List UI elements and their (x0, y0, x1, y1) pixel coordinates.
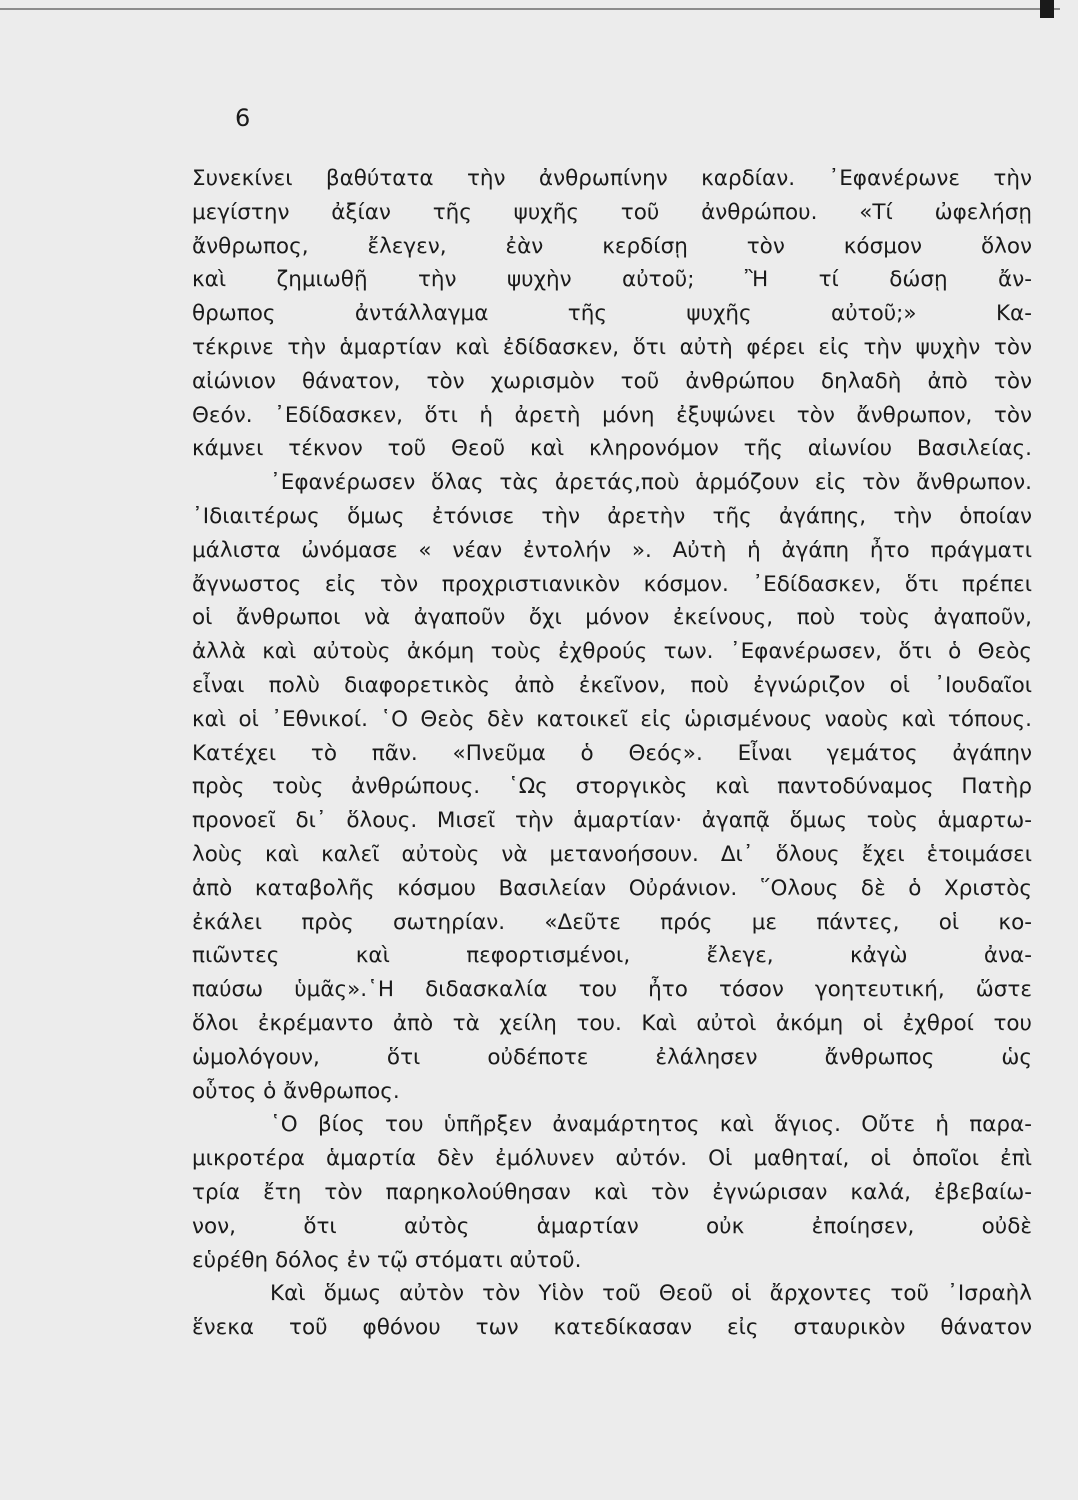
body-text (192, 162, 1032, 1345)
text-line: ἕνεκα τοῦ φθόνου των κατεδίκασαν εἰς σταυρικὸν θάνατον (192, 1315, 1032, 1341)
text-line: οἱ ἄνθρωποι νὰ ἀγαποῦν ὄχι μόνον ἐκείνους, ποὺ τοὺς ἀγαποῦν, (192, 605, 1032, 631)
text-line: πιῶντες καὶ πεφορτισμένοι, ἔλεγε, κἀγὼ ἀνα- (192, 943, 1032, 969)
text-line: πρὸς τοὺς ἀνθρώπους. ῾Ως στοργικὸς καὶ παντοδύναμος Πατὴρ (192, 774, 1032, 800)
text-line: ὅλοι ἐκρέμαντο ἀπὸ τὰ χείλη του. Καὶ αὐτοὶ ἀκόμη οἱ ἐχθροί του (192, 1010, 1032, 1036)
text-line: τέκρινε τὴν ἁμαρτίαν καὶ ἐδίδασκεν, ὅτι αὐτὴ φέρει εἰς τὴν ψυχὴν τὸν (192, 334, 1032, 360)
text-line: εὑρέθη δόλος ἐν τῷ στόματι αὐτοῦ. (192, 1247, 582, 1273)
text-line: καὶ οἱ ᾽Εθνικοί. ῾Ο Θεὸς δὲν κατοικεῖ εἰς ὡρισμένους ναοὺς καὶ τόπους. (192, 706, 1032, 732)
text-line: θρωπος ἀντάλλαγμα τῆς ψυχῆς αὐτοῦ;» Κα- (192, 301, 1032, 327)
text-line: τρία ἔτη τὸν παρηκολούθησαν καὶ τὸν ἐγνώρισαν καλά, ἐβεβαίω- (192, 1179, 1032, 1205)
text-line: ἀπὸ καταβολῆς κόσμου Βασιλείαν Οὐράνιον. ῞Ολους δὲ ὁ Χριστὸς (192, 875, 1032, 901)
text-line: νον, ὅτι αὐτὸς ἁμαρτίαν οὐκ ἐποίησεν, οὐδὲ (192, 1213, 1032, 1239)
text-line: ὡμολόγουν, ὅτι οὐδέποτε ἐλάλησεν ἄνθρωπος ὡς (192, 1044, 1032, 1070)
text-line: μάλιστα ὠνόμασε « νέαν ἐντολήν ». Αὐτὴ ἡ ἀγάπη ἦτο πράγματι (192, 537, 1032, 563)
text-line: καὶ ζημιωθῇ τὴν ψυχὴν αὐτοῦ; Ἢ τί δώσῃ ἄν- (192, 267, 1032, 293)
top-edge-rule (0, 8, 1060, 10)
text-line: ἀλλὰ καὶ αὐτοὺς ἀκόμη τοὺς ἐχθρούς των. ᾽Εφανέρωσεν, ὅτι ὁ Θεὸς (192, 639, 1032, 665)
text-line: οὗτος ὁ ἄνθρωπος. (192, 1078, 400, 1104)
top-edge-mark (1040, 0, 1054, 18)
text-line: αἰώνιον θάνατον, τὸν χωρισμὸν τοῦ ἀνθρώπου δηλαδὴ ἀπὸ τὸν (192, 368, 1032, 394)
text-line: Θεόν. ᾽Εδίδασκεν, ὅτι ἡ ἀρετὴ μόνη ἐξυψώνει τὸν ἄνθρωπον, τὸν (192, 402, 1032, 428)
text-line: Συνεκίνει βαθύτατα τὴν ἀνθρωπίνην καρδίαν. ᾽Εφανέρωνε τὴν (192, 166, 1032, 191)
text-line: παύσω ὑμᾶς».῾Η διδασκαλία του ἦτο τόσον γοητευτική, ὥστε (192, 977, 1032, 1003)
text-line: ᾽Ιδιαιτέρως ὅμως ἐτόνισε τὴν ἀρετὴν τῆς ἀγάπης, τὴν ὁποίαν (192, 503, 1032, 529)
text-line: προνοεῖ δι᾽ ὅλους. Μισεῖ τὴν ἁμαρτίαν· ἀγαπᾷ ὅμως τοὺς ἁμαρτω- (192, 808, 1032, 834)
text-line: μικροτέρα ἁμαρτία δὲν ἐμόλυνεν αὐτόν. Οἱ μαθηταί, οἱ ὁποῖοι ἐπὶ (192, 1146, 1032, 1172)
page-number: 6 (235, 104, 251, 132)
text-line: κάμνει τέκνον τοῦ Θεοῦ καὶ κληρονόμον τῆς αἰωνίου Βασιλείας. (192, 436, 1032, 462)
text-line: ῾Ο βίος του ὑπῆρξεν ἀναμάρτητος καὶ ἅγιος. Οὔτε ἡ παρα- (270, 1112, 1032, 1138)
text-line: μεγίστην ἀξίαν τῆς ψυχῆς τοῦ ἀνθρώπου. «Τί ὠφελήσῃ (192, 199, 1032, 225)
text-line: ᾽Εφανέρωσεν ὅλας τὰς ἀρετάς,ποὺ ἁρμόζουν εἰς τὸν ἄνθρωπον. (270, 470, 1032, 496)
text-line: εἶναι πολὺ διαφορετικὸς ἀπὸ ἐκεῖνον, ποὺ ἐγνώριζον οἱ ᾽Ιουδαῖοι (192, 672, 1032, 698)
text-line: Καὶ ὅμως αὐτὸν τὸν Υἱὸν τοῦ Θεοῦ οἱ ἄρχοντες τοῦ ᾽Ισραὴλ (270, 1281, 1032, 1307)
text-line: Κατέχει τὸ πᾶν. «Πνεῦμα ὁ Θεός». Εἶναι γεμάτος ἀγάπην (192, 740, 1032, 766)
text-line: ἐκάλει πρὸς σωτηρίαν. «Δεῦτε πρός με πάντες, οἱ κο- (192, 909, 1032, 935)
text-line: ἄνθρωπος, ἔλεγεν, ἐὰν κερδίσῃ τὸν κόσμον ὅλον (192, 233, 1032, 259)
text-line: λοὺς καὶ καλεῖ αὐτοὺς νὰ μετανοήσουν. Δι᾽ ὅλους ἔχει ἑτοιμάσει (192, 841, 1032, 867)
text-line: ἄγνωστος εἰς τὸν προχριστιανικὸν κόσμον. ᾽Εδίδασκεν, ὅτι πρέπει (192, 571, 1032, 597)
